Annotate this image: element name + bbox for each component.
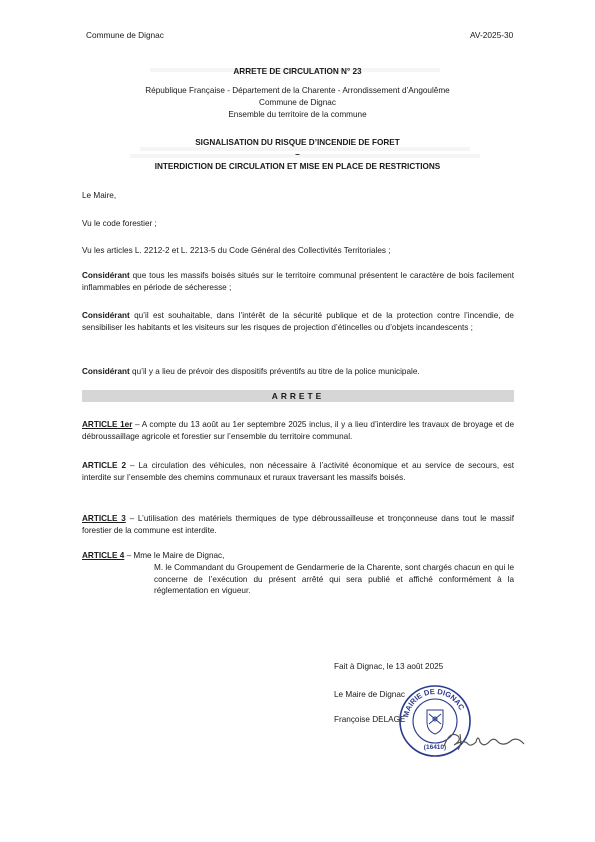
place-date: Fait à Dignac, le 13 août 2025 [334, 662, 444, 671]
article-text: – A compte du 13 août au 1er septembre 2025 inclus, il y a lieu d’interdire les travaux de broyage et de débroussaillage agricole et forestier sur l’ensemble du territoire communal. [82, 420, 515, 441]
arrete-title: ARRETE DE CIRCULATION N° 23 [233, 67, 362, 76]
maire-line: Le Maire, [82, 191, 117, 200]
commune-header: Commune de Dignac [86, 30, 164, 40]
handwritten-signature [440, 726, 540, 756]
stamp-text: MAIRIE DE DIGNAC [401, 686, 467, 719]
considerant-3 [82, 366, 514, 378]
article-3 [82, 513, 514, 536]
considerant-1 [82, 270, 514, 293]
article-label: ARTICLE 1er [82, 420, 133, 429]
article-4 [82, 550, 514, 562]
article-label: ARTICLE 3 [82, 514, 126, 523]
subject-line-1: SIGNALISATION DU RISQUE D’INCENDIE DE FORET [195, 138, 400, 147]
article-4-continuation [82, 562, 514, 597]
considerant-lead: Considérant [82, 271, 130, 280]
signatory-name: Françoise DELAGE [334, 715, 406, 724]
arrete-heading: ARRETE [82, 390, 514, 402]
article-label: ARTICLE 4 [82, 551, 125, 560]
considerant-lead: Considérant [82, 311, 130, 320]
article-label: ARTICLE 2 [82, 461, 126, 470]
article-4-body: M. le Commandant du Groupement de Gendarmerie de la Charente, sont chargés chacun en qui le concerne de l’exécution du présent arrêté qui sera publié et affiché conformément à la réglementation en vigueur. [154, 563, 514, 596]
vu-articles: Vu les articles L. 2212-2 et L. 2213-5 du Code Général des Collectivités Territoriales ; [82, 246, 391, 255]
article-text: – La circulation des véhicules, non nécessaire à l’activité économique et au service de secours, est interdite sur l’ensemble des chemins communaux et ruraux traversant les massifs boisés. [82, 461, 514, 482]
considerant-2 [82, 310, 514, 333]
article-text: – Mme le Maire de Dignac, [124, 551, 225, 560]
considerant-text: qu’il est souhaitable, dans l’intérêt de la sécurité publique et de la protection contre l’incendie, de sensibiliser les habitants et les visiteurs sur les risques de projection d’étincelles ou d’objets incandescents ; [82, 311, 514, 332]
considerant-lead: Considérant [82, 367, 130, 376]
title-line-3: Ensemble du territoire de la commune [228, 110, 367, 119]
vu-forestier: Vu le code forestier ; [82, 219, 157, 228]
subject-line-2: INTERDICTION DE CIRCULATION ET MISE EN PLACE DE RESTRICTIONS [154, 162, 441, 171]
subject-dash: – [295, 150, 300, 159]
considerant-text: que tous les massifs boisés situés sur le territoire communal présentent le caractère de bois facilement inflammables en période de sécheresse ; [82, 271, 514, 292]
title-line-2: Commune de Dignac [259, 98, 336, 107]
article-text: – L’utilisation des matériels thermiques de type débroussailleuse et tronçonneuse dans tout le massif forestier de la commune est interdite. [82, 514, 514, 535]
article-2 [82, 460, 514, 483]
stamp-code: (16410) [423, 744, 447, 751]
reference-number: AV-2025-30 [470, 30, 514, 40]
signatory-role: Le Maire de Dignac [334, 690, 405, 699]
article-1 [82, 419, 514, 442]
considerant-text: qu’il y a lieu de prévoir des dispositifs préventifs au titre de la police municipale. [129, 367, 420, 376]
title-line-1: République Française - Département de la Charente - Arrondissement d’Angoulême [145, 86, 450, 95]
